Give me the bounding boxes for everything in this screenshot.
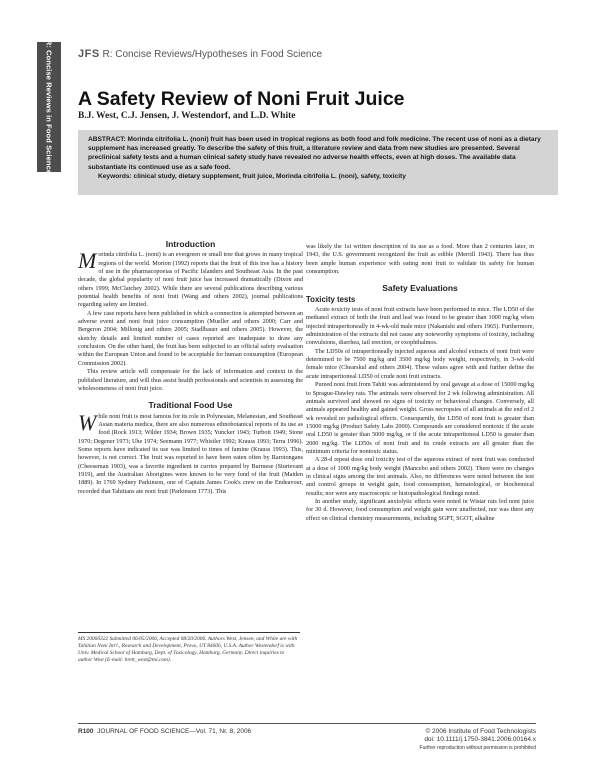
heading-toxicity-tests: Toxicity tests <box>306 294 356 304</box>
intro-paragraph-3: This review article will compensate for the lack of information and context in the published literature, and will thus assist health professionals and scientists in assessing the wholesomeness of noni fruit juice. <box>78 368 303 392</box>
toxicity-paragraph-5: In another study, significant anxiolytic effects were noted in Wistar rats fed noni juice for 30 d. However, food consumption and weight gain were unaffected, nor was there any effect on clinical chemistry measurements, including SGPT, SGOT, alkaline <box>306 497 534 522</box>
toxicity-paragraph-3: Pureed noni fruit from Tahiti was administered by oral gavage at a dose of 15000 mg/kg to Sprague-Dawley rats. The animals were observed for 2 wk following administration. All animals survived and showed no signs of toxicity or behavioral changes. Conversely, all animals appeared healthy and gained weight. Gross necropsies of all animals at the end of 2 wk revealed no pathological effects. Consequently, the LD50 of noni fruit is greater than 15000 mg/kg (Product Safety Labs 2000). Compounds are considered nontoxic if the acute oral LD50 is greater than 5000 mg/kg, or if the acute intraperitoneal LD50 is greater than 2000 mg/kg. The LD50s of noni fruit and its crude extracts are all greater than the minimum criteria for nontoxic status. <box>306 381 534 455</box>
heading-traditional-food-use: Traditional Food Use <box>148 400 233 411</box>
page-number: R100 <box>78 728 94 735</box>
toxicity-paragraph-2: The LD50s of intraperitoneally injected aqueous and alcohol extracts of noni fruit were determined to be 7500 mg/kg and 3500 mg/kg body weight, respectively, in 3-wk-old female mice (Chearskul and others 2004). These values agree with and further define the acute intraperitoneal LD50 of crude noni fruit extracts. <box>306 347 534 380</box>
journal-abbr: JFS <box>78 48 100 60</box>
article-title: A Safety Review of Noni Fruit Juice <box>78 88 405 110</box>
footer-left <box>78 728 251 735</box>
footer-right <box>420 728 536 752</box>
copyright: © 2006 Institute of Food Technologists <box>425 728 536 735</box>
toxicity-paragraph-1: Acute toxicity tests of noni fruit extracts have been performed in mice. The LD50 of the methanol extract of both the fruit and leaf was found to be greater than 1000 mg/kg when injected intraperitoneally in 4-wk-old male mice (Nakanishi and others 1965). Furthermore, administration of the extracts did not cause any noteworthy symptoms of toxicity, including convulsions, diarrhea, tail erection, or exophthalmos. <box>306 306 534 347</box>
dropcap-traditional: W <box>78 409 97 435</box>
running-header <box>78 48 322 60</box>
article-footnote: MS 20060322 Submitted 06/05/2006, Accepted 08/20/2006. Authors West, Jensen, and White are with Tahitian Noni Int'l., Research and Development, Provo, UT 84606, U.S.A. Author Westendorf is with Univ. Medical School of Hamburg, Dept. of Toxicology, Hamburg, Germany. Direct inquiries to author West (E-mail: brett_west@tni.com). <box>78 632 300 664</box>
reproduction-notice: Further reproduction without permission is prohibited <box>419 745 536 751</box>
section-name: R: Concise Reviews/Hypotheses in Food Science <box>102 49 323 60</box>
sidebar-section-label: R: Concise Reviews in Food Science <box>44 39 54 175</box>
intro-paragraph-2: A few case reports have been published in which a connection is attempted between an adverse event and noni fruit juice consumption (Mueller and others 2000; Carr and Bergeron 2004; Millonig and others 2005; Stadlbauer and others 2005). However, the sketchy details and limited number of cases reported are inadequate to draw any conclusion. On the other hand, the fruit has been subjected to an official safety evaluation within the European Union and found to be acceptable for human consumption (European Commission 2002). <box>78 309 303 367</box>
heading-introduction: Introduction <box>165 240 216 249</box>
keywords: Keywords: clinical study, dietary supplement, fruit juice, Morinda citrifolia L. (noni), safety, toxicity <box>98 172 406 180</box>
left-column <box>78 240 303 630</box>
dropcap-introduction: M <box>78 248 97 274</box>
doi: doi: 10.1111/j.1750-3841.2006.00164.x <box>424 736 536 743</box>
journal-citation: JOURNAL OF FOOD SCIENCE—Vol. 71, Nr. 8, 2006 <box>97 728 252 735</box>
sidebar-section-tab <box>37 39 61 175</box>
intro-paragraph-1: orinda citrifolia L. (noni) is an evergreen or small tree that grows in many tropical regions of the world. Morton (1992) reports that the fruit of this tree has a history of use in the pharmacopoeias of Pacific Islanders and Southeast Asia. In the past decade, the global popularity of noni fruit juice has increased dramatically (Dixon and others 1999; McClatchey 2002). While there are several publications describing various potential health benefits of noni fruit (Wang and others 2002), journal publications regarding safety are limited. <box>78 251 303 309</box>
right-column <box>306 243 534 708</box>
author-list: B.J. West, C.J. Jensen, J. Westendorf, and L.D. White <box>78 111 296 121</box>
abstract-text: ABSTRACT: Morinda citrifolia L. (noni) fruit has been used in tropical regions as both food and folk medicine. The recent use of noni as a dietary supplement has increased greatly. To describe the safety of this fruit, a literature review and data from new studies are presented. Several preclinical safety tests and a human clinical safety study have revealed no adverse health effects, even at high doses. The available data substantiate its continued use as a safe food. <box>88 136 541 171</box>
continued-paragraph: was likely the 1st written description of its use as a food. More than 2 centuries later, in 1943, the U.S. government recognized the fruit as edible (Merrill 1943). There has thus been ample human experience with eating noni fruit to validate its safety for human consumption. <box>306 243 534 276</box>
toxicity-paragraph-4: A 28-d repeat dose oral toxicity test of the aqueous extract of noni fruit was conducted at a dose of 1000 mg/kg body weight (Mancebo and others 2002). There were no changes in clinical signs among the test animals. Also, no differences were noted between the test and control groups in weight gain, food consumption, hematological, or biochemical results; nor were any macroscopic or histopathological findings noted. <box>306 456 534 497</box>
footer-rule <box>78 723 536 724</box>
heading-safety-evaluations: Safety Evaluations <box>382 283 458 294</box>
traditional-paragraph-1: hile noni fruit is most famous for its role in Polynesian, Melanesian, and Southeast Asian materia medica, there are also numerous ethnobotanical reports of its use as food (Rock 1913; Wilder 1934; Brown 1935; Yuncker 1943; Turbott 1949; Stone 1970; Degener 1973; Uhe 1974; Seemann 1977; Whistler 1992; Krauss 1993; Terra 1996). Some reports have indicated its use was limited to times of famine (Krauss 1993). This, however, is not correct. The fruit was reported to have been eaten often by Rarotongans (Cheeseman 1903), was a favorite ingredient in curries prepared by Burmese (Sturtevant 1919), and the Australian Aborigines were known to be very fond of the fruit (Maiden 1889). In 1769 Sydney Parkinson, one of Captain James Cook's crew on the Endeavour, recorded that Tahitians ate noni fruit (Parkinson 1773). This <box>78 412 303 495</box>
abstract-box <box>78 130 558 195</box>
